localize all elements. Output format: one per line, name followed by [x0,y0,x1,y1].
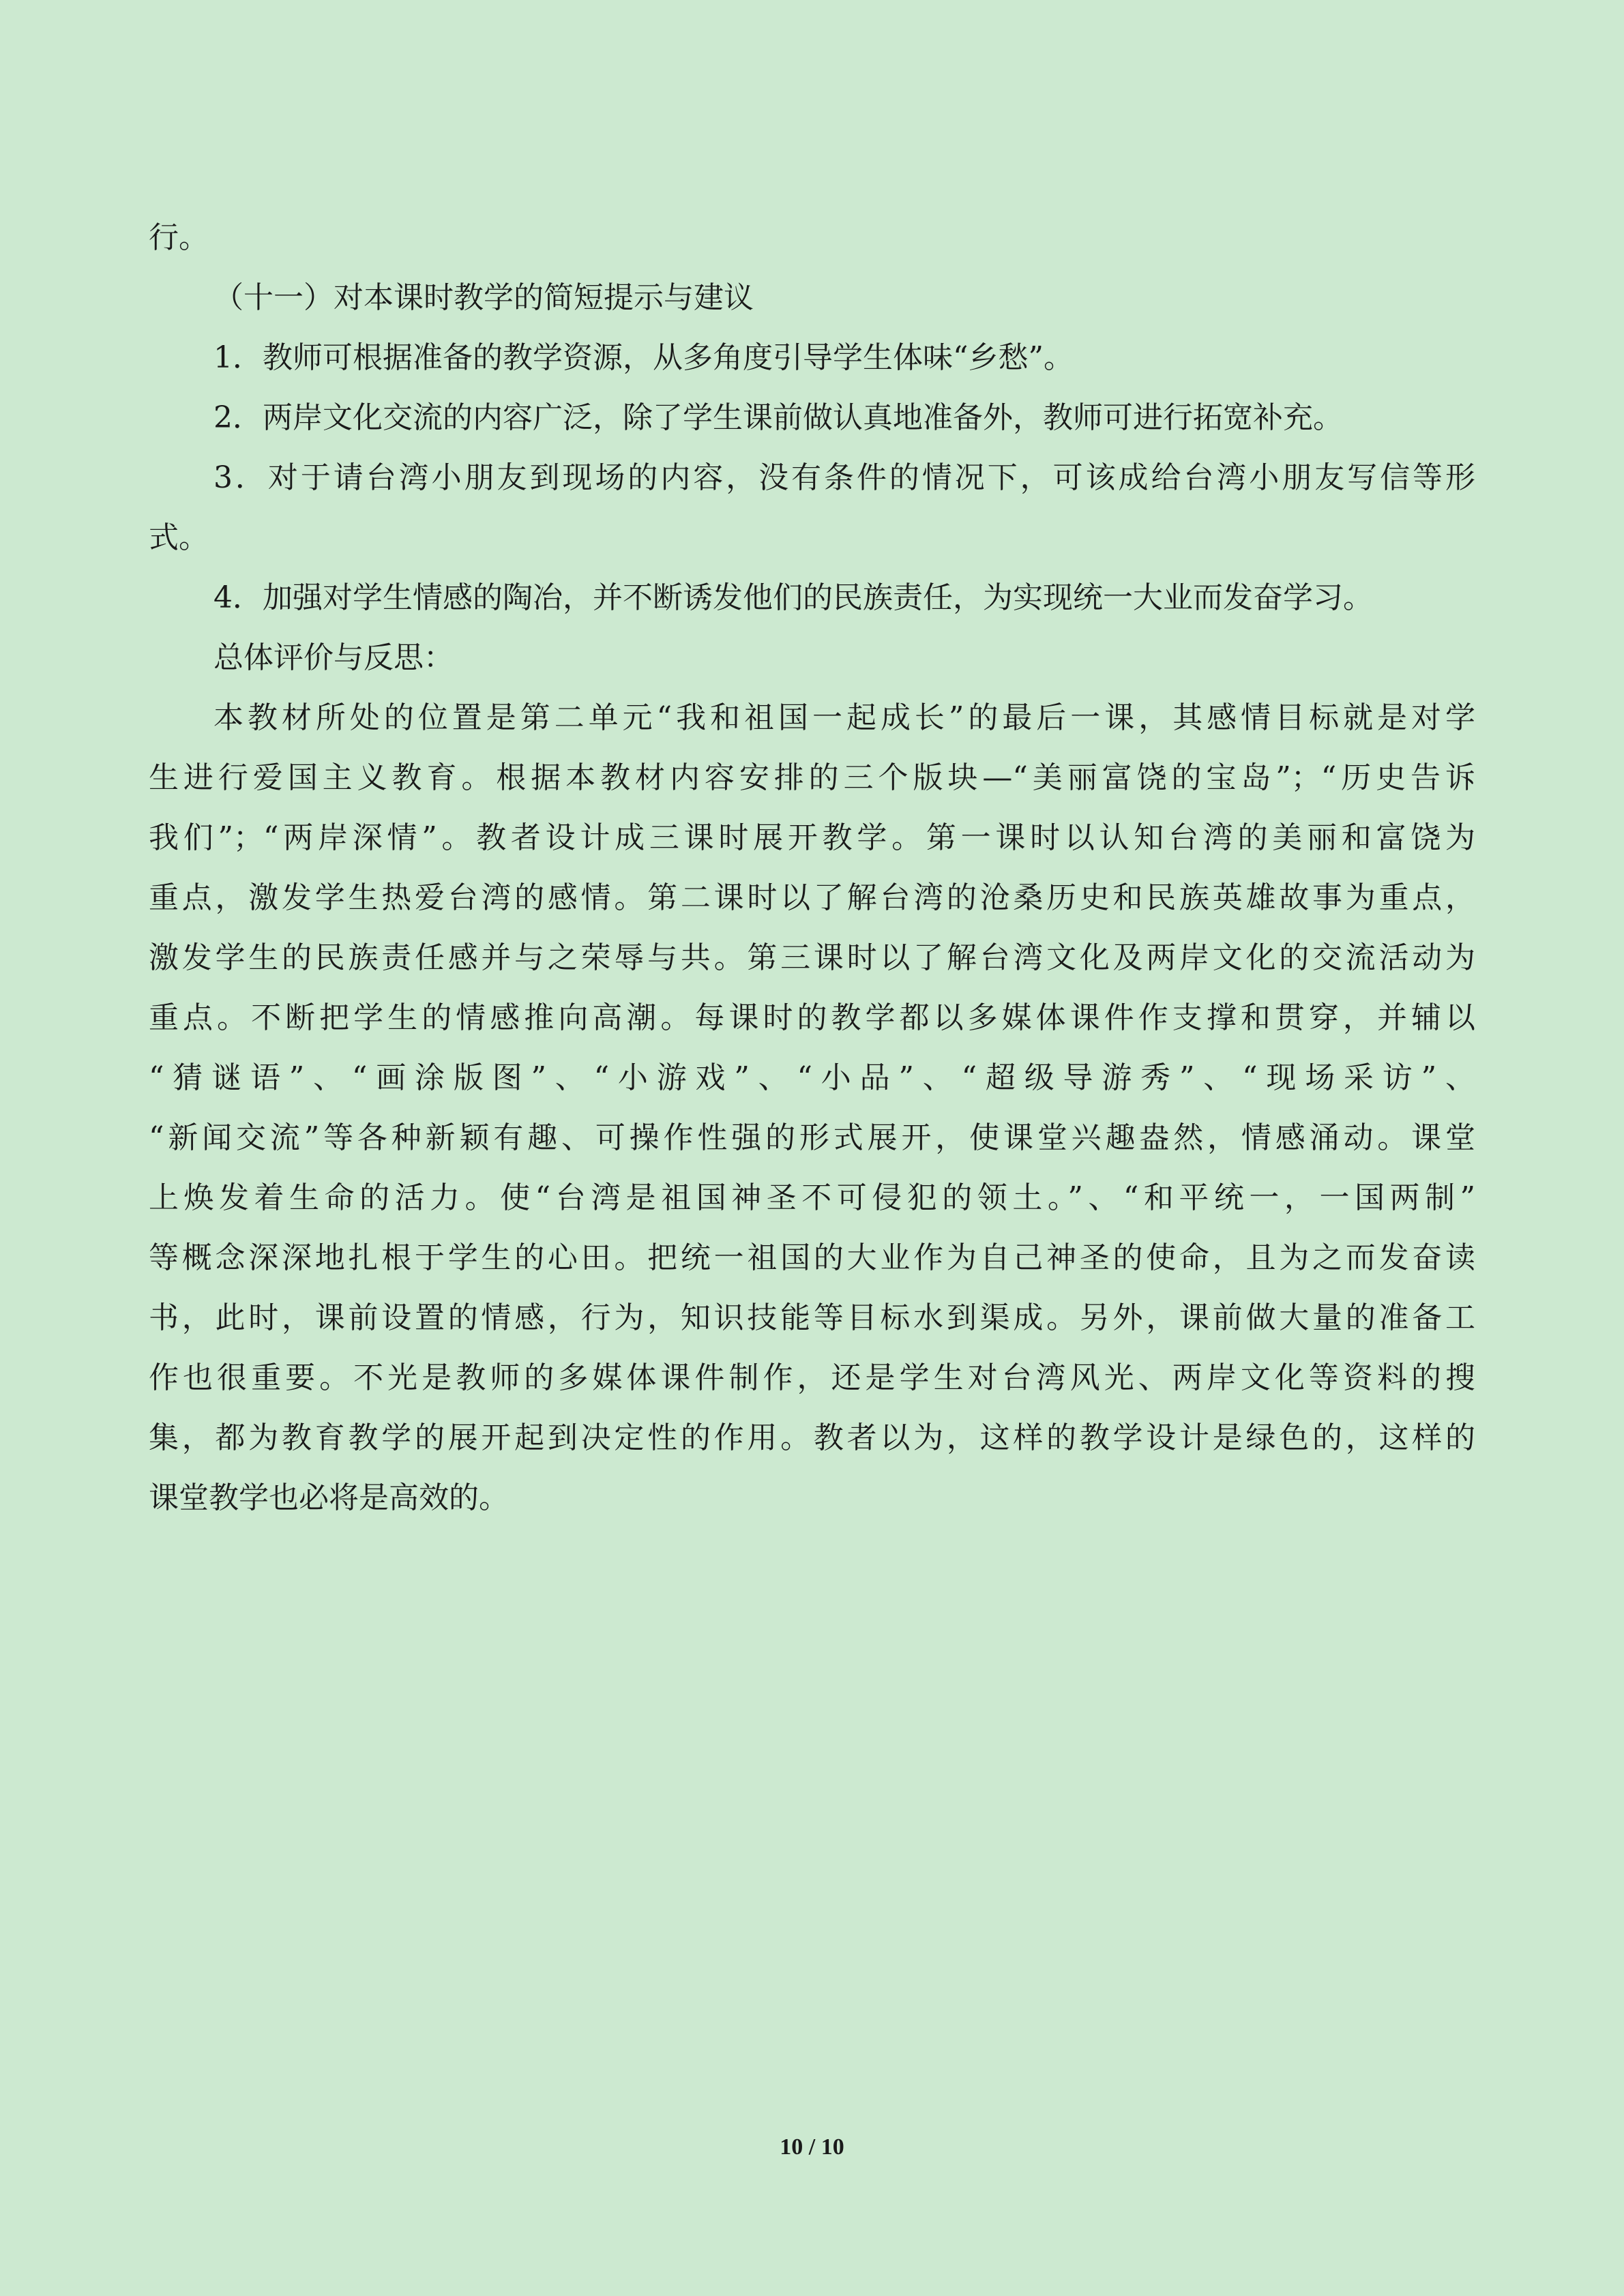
reflection-line: “新闻交流”等各种新颖有趣、可操作性强的形式展开，使课堂兴趣盎然，情感涌动。课堂 [149,1120,1475,1155]
tips-heading: （十一）对本课时教学的简短提示与建议 [213,280,754,315]
reflection-line: 本教材所处的位置是第二单元“我和祖国一起成长”的最后一课，其感情目标就是对学 [213,700,1475,735]
tip-item-4: 4．加强对学生情感的陶冶，并不断诱发他们的民族责任，为实现统一大业而发奋学习。 [213,580,1373,615]
reflection-line-last: 课堂教学也必将是高效的。 [149,1480,509,1515]
document-body [149,208,1475,1528]
reflection-line: 重点。不断把学生的情感推向高潮。每课时的教学都以多媒体课件作支撑和贯穿，并辅以 [149,1000,1475,1035]
reflection-line: 激发学生的民族责任感并与之荣辱与共。第三课时以了解台湾文化及两岸文化的交流活动为 [149,940,1475,975]
continuation-line: 行。 [149,220,209,255]
reflection-line: 集，都为教育教学的展开起到决定性的作用。教者以为，这样的教学设计是绿色的，这样的 [149,1420,1475,1455]
reflection-line: 上焕发着生命的活力。使“台湾是祖国神圣不可侵犯的领土。”、“和平统一，一国两制” [149,1180,1475,1215]
reflection-line: “猜谜语”、“画涂版图”、“小游戏”、“小品”、“超级导游秀”、“现场采访”、 [149,1060,1475,1095]
reflection-heading: 总体评价与反思： [213,640,454,675]
tip-item-2: 2．两岸文化交流的内容广泛，除了学生课前做认真地准备外，教师可进行拓宽补充。 [213,400,1343,435]
reflection-line: 我们”；“两岸深情”。教者设计成三课时展开教学。第一课时以认知台湾的美丽和富饶为 [149,820,1475,855]
tip-item-1: 1．教师可根据准备的教学资源，从多角度引导学生体味“乡愁”。 [213,340,1074,375]
tip-item-3: 3．对于请台湾小朋友到现场的内容，没有条件的情况下，可该成给台湾小朋友写信等形 [213,460,1475,495]
page-number: 10 / 10 [780,2134,844,2160]
reflection-line: 生进行爱国主义教育。根据本教材内容安排的三个版块—“美丽富饶的宝岛”；“历史告诉 [149,760,1475,795]
tip-item-3-continuation: 式。 [149,520,209,555]
reflection-line: 书，此时，课前设置的情感，行为，知识技能等目标水到渠成。另外，课前做大量的准备工 [149,1300,1475,1335]
reflection-line: 重点，激发学生热爱台湾的感情。第二课时以了解台湾的沧桑历史和民族英雄故事为重点， [149,880,1475,915]
reflection-line: 等概念深深地扎根于学生的心田。把统一祖国的大业作为自己神圣的使命，且为之而发奋读 [149,1240,1475,1275]
reflection-line: 作也很重要。不光是教师的多媒体课件制作，还是学生对台湾风光、两岸文化等资料的搜 [149,1360,1475,1395]
